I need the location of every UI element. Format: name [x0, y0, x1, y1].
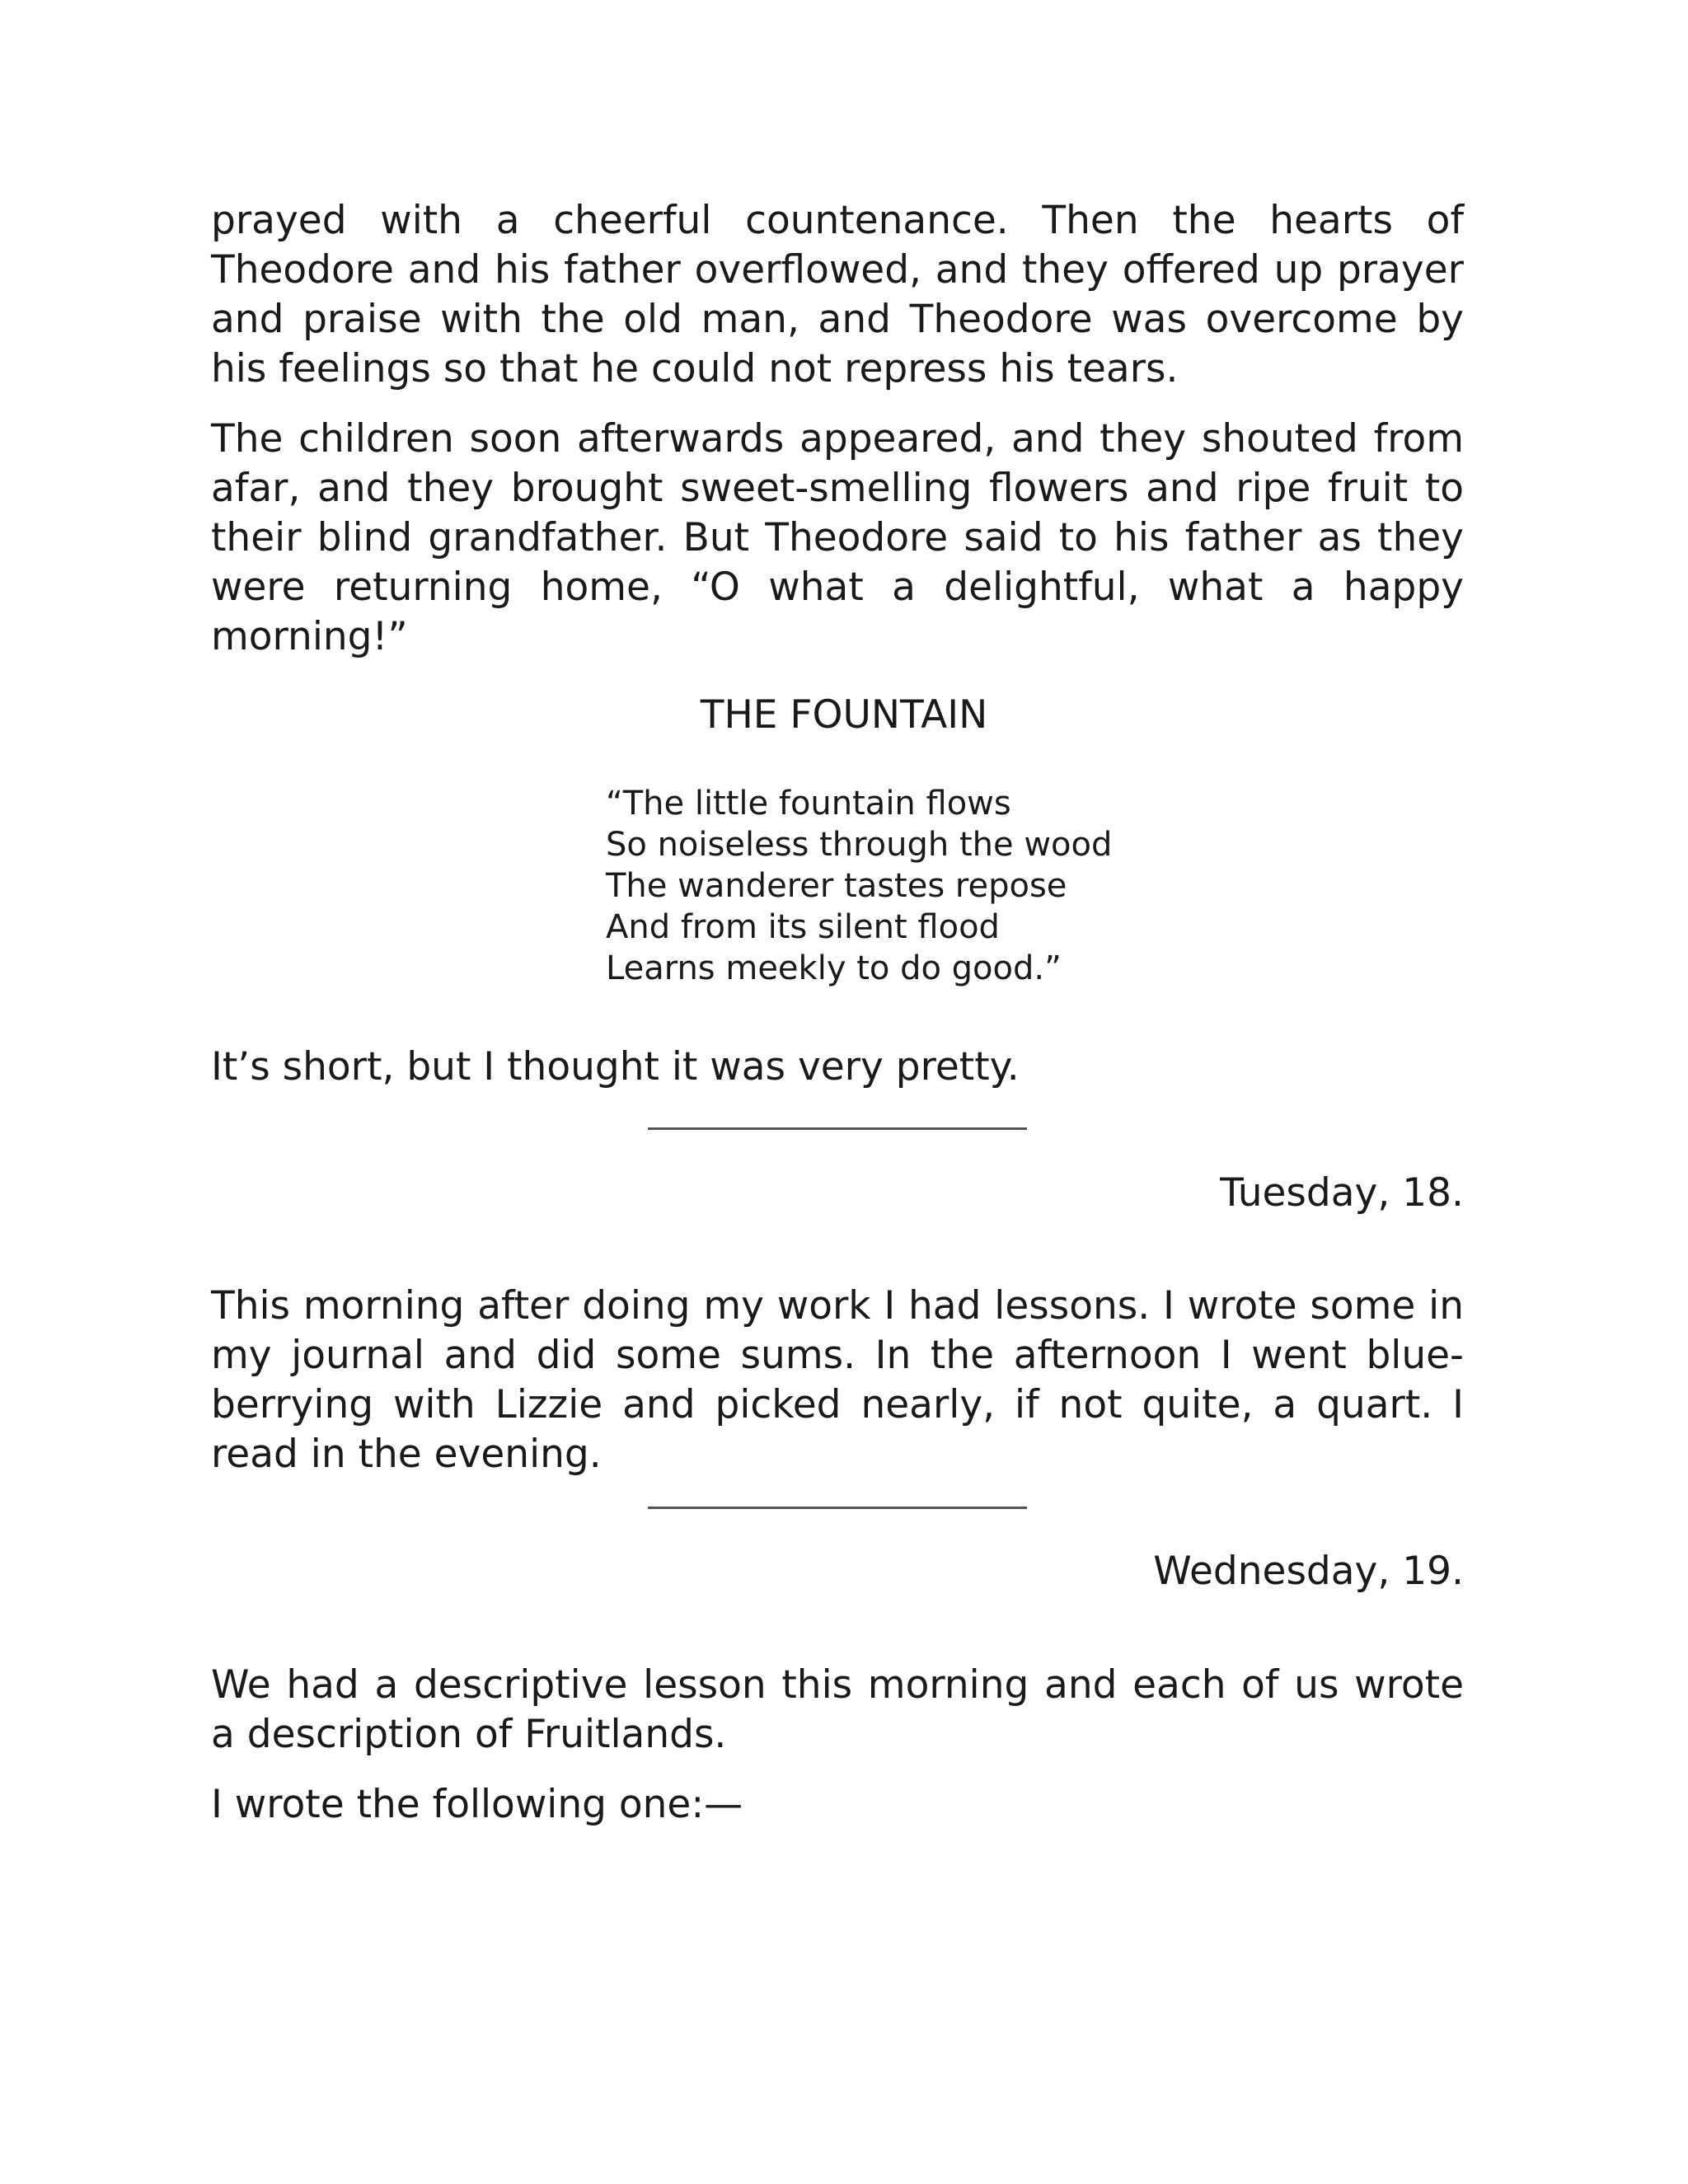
poem-line: So noiseless through the wood	[606, 826, 1113, 864]
section-divider	[648, 1507, 1027, 1509]
entry-date-wednesday: Wednesday, 19.	[1153, 1549, 1464, 1594]
poem-line: “The little fountain flows	[606, 785, 1011, 823]
poem-line: Learns meekly to do good.”	[606, 949, 1062, 987]
paragraph-poem-comment: It’s short, but I thought it was very pretty.	[211, 1044, 1020, 1090]
poem-stanza	[606, 783, 1183, 989]
paragraph-wednesday-entry: We had a descriptive lesson this morning and each of us wrote a description of Fruitlands.	[211, 1662, 1464, 1757]
section-divider	[648, 1127, 1027, 1130]
poem-line: The wanderer tastes repose	[606, 867, 1067, 905]
poem-line: And from its silent flood	[606, 908, 1000, 946]
paragraph-theodore-prayer: prayed with a cheerful countenance. Then the hearts of Theodore and his father overflowed, and they offered up prayer and praise with the old man, and Theodore was overcome by his feelings so that he could not repress his tears.	[211, 198, 1464, 391]
poem-title: THE FOUNTAIN	[700, 692, 988, 738]
paragraph-following-one: I wrote the following one:—	[211, 1782, 743, 1827]
paragraph-children-appear: The children soon afterwards appeared, and they shouted from afar, and they brought sweet-smelling flowers and ripe fruit to their blind grandfather. But Theodore said to his father as they were returning home, “O what a delightful, what a happy morning!”	[211, 416, 1464, 659]
paragraph-tuesday-entry: This morning after doing my work I had lessons. I wrote some in my journal and did some sums. In the afternoon I went blue-berrying with Lizzie and picked nearly, if not quite, a quart. I read in the evening.	[211, 1283, 1464, 1477]
entry-date-tuesday: Tuesday, 18.	[1220, 1170, 1464, 1216]
